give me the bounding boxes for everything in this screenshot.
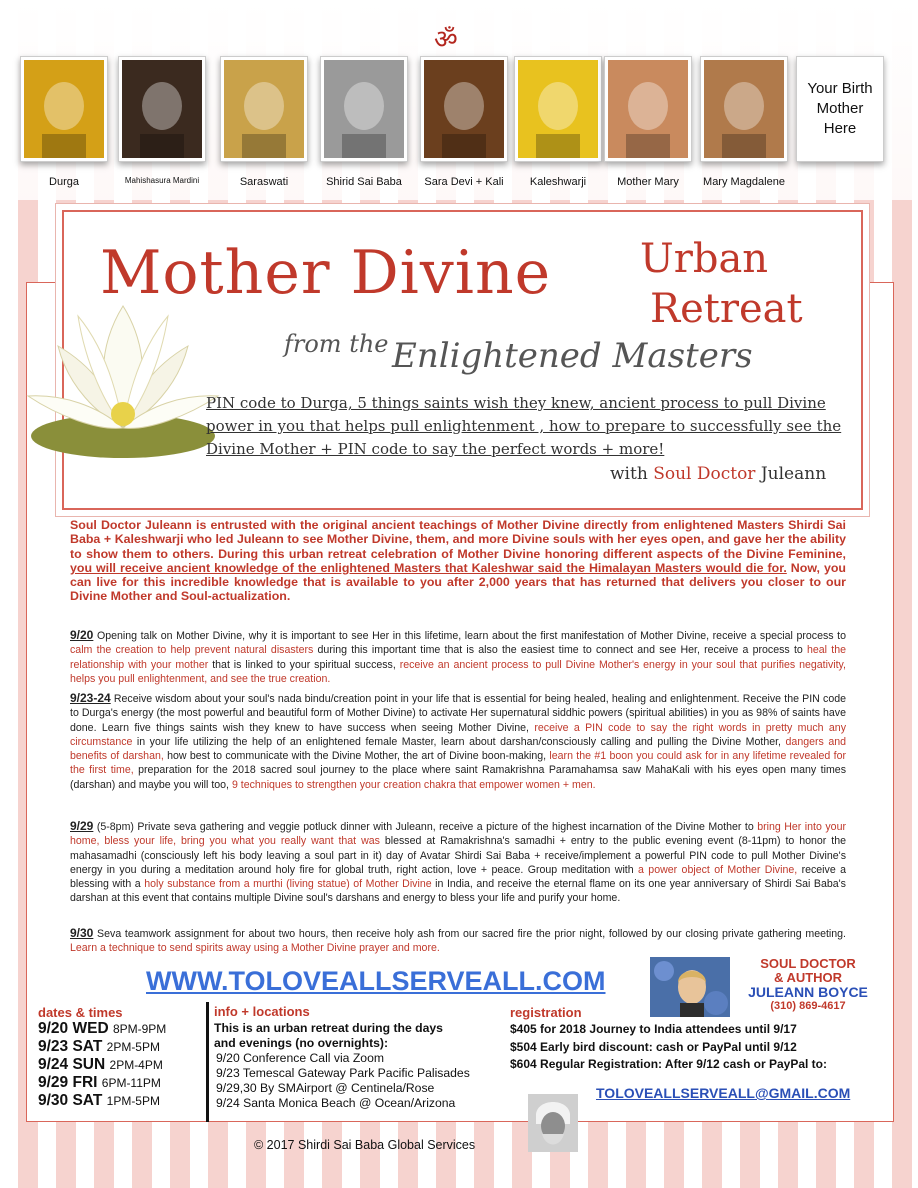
session-text: Seva teamwork assignment for about two hours, then receive holy ash from our sacred fire the prior night, followed by our closing private gathering meeting. bbox=[93, 928, 846, 940]
session-text: 9 techniques to strengthen your creation chakra that empower women + men. bbox=[231, 778, 596, 791]
session-text: that is linked to your spiritual success, bbox=[208, 658, 400, 671]
registration-list bbox=[510, 1021, 827, 1074]
date-row bbox=[38, 1074, 166, 1092]
portrait-image bbox=[608, 60, 688, 158]
juleann-photo bbox=[650, 957, 730, 1017]
portrait-card bbox=[514, 56, 602, 188]
title-retreat: Retreat bbox=[650, 286, 803, 332]
date-time: 6PM-11PM bbox=[101, 1076, 161, 1090]
session-text: during this important time that is also the easiest time to connect and see Her, receive a process to bbox=[313, 644, 807, 657]
session-text: in India, and receive the eternal flame on its one year anniversary of Shirdi Sai Baba's darshan at this event that contains multiple Divine soul's darshans and energy to bless your life and purify your home. bbox=[70, 878, 846, 905]
registration-item: $504 Early bird discount: cash or PayPal until 9/12 bbox=[510, 1039, 797, 1054]
dates-heading: dates & times bbox=[38, 1005, 123, 1020]
portrait-frame bbox=[604, 56, 692, 162]
session-text: holy substance from a murthi (living statue) of Mother Divine bbox=[144, 878, 432, 891]
date-row bbox=[38, 1056, 166, 1074]
portrait-caption: Shirid Sai Baba bbox=[326, 176, 402, 188]
portrait-card bbox=[20, 56, 108, 188]
portrait-card bbox=[220, 56, 308, 188]
date-day: 9/30 SAT bbox=[38, 1092, 103, 1109]
session-text: calm the creation to help prevent natural disasters bbox=[70, 644, 314, 657]
date-day: 9/23 SAT bbox=[38, 1038, 103, 1055]
title-mother-divine: Mother Divine bbox=[100, 238, 552, 308]
date-day: 9/29 FRI bbox=[38, 1074, 98, 1091]
byline bbox=[610, 464, 826, 484]
info-line2: and evenings (no overnights): bbox=[214, 1036, 389, 1050]
intro-paragraph bbox=[70, 518, 846, 604]
session-text: Learn a technique to send spirits away using a Mother Divine prayer and more. bbox=[70, 942, 440, 955]
portrait-card bbox=[118, 56, 206, 185]
birth-mother-card bbox=[796, 56, 884, 162]
portrait-row bbox=[20, 56, 900, 196]
portrait-frame bbox=[420, 56, 508, 162]
byline-doctor: Soul Doctor bbox=[653, 464, 756, 484]
portrait-caption: Kaleshwarji bbox=[529, 176, 587, 188]
byline-name: Juleann bbox=[760, 464, 827, 484]
portrait-card bbox=[420, 56, 508, 188]
portrait-caption: Mary Magdalene bbox=[703, 176, 785, 188]
portrait-card bbox=[604, 56, 692, 188]
session-text: (5-8pm) Private seva gathering and veggie potluck dinner with Juleann, receive a picture of the highest incarnation of the Divine Mother to bbox=[93, 821, 758, 833]
birth-mother-frame bbox=[796, 56, 884, 162]
info-block bbox=[214, 1021, 470, 1111]
portrait-card bbox=[320, 56, 408, 188]
title-urban: Urban bbox=[640, 236, 769, 282]
email-link[interactable]: TOLOVEALLSERVEALL@GMAIL.COM bbox=[596, 1085, 851, 1101]
date-time: 8PM-9PM bbox=[112, 1022, 167, 1036]
date-time: 1PM-5PM bbox=[106, 1094, 160, 1108]
session-date: 9/23-24 bbox=[70, 691, 111, 705]
portrait-image bbox=[704, 60, 784, 158]
session-text: bring Her into your home, bless your life, bring you what you really want that was bbox=[70, 821, 846, 848]
author-contact bbox=[738, 957, 878, 1013]
info-heading: info + locations bbox=[214, 1004, 310, 1019]
subtitle: PIN code to Durga, 5 things saints wish they knew, ancient process to pull Divine power in you that helps pull enlightenment , how to prepare to successfully see the Divine Mother + PIN code to say the perfect words + more! bbox=[206, 394, 842, 458]
portrait-image bbox=[24, 60, 104, 158]
session-paragraph bbox=[70, 691, 846, 792]
portrait-frame bbox=[20, 56, 108, 162]
copyright: © 2017 Shirdi Sai Baba Global Services bbox=[254, 1138, 476, 1152]
title-from-the: from the bbox=[284, 330, 389, 358]
dates-list bbox=[38, 1020, 166, 1110]
date-time: 2PM-5PM bbox=[106, 1040, 160, 1054]
session-text: in your life utilizing the help of an enlightened female Master, learn about darshan/consciously calling and pulling the Divine Mother, bbox=[132, 735, 786, 748]
birth-mother-text bbox=[807, 79, 872, 139]
session-text: receive an ancient process to pull Divine Mother's energy in your soul that purifies negativity, helps you pull enlightenment, and see the true creation. bbox=[70, 658, 846, 685]
session-date: 9/29 bbox=[70, 819, 94, 833]
author-line2: & AUTHOR bbox=[773, 970, 843, 985]
session-text: blessed at Ramakrishna's samadhi + entry to the public evening event (8-11pm) to honor the mahasamadhi (consciously left his body leaving a soul part in it) day of Avatar Shirdi Sai Baba + receive/implement a powerful PIN code to pull Mother Divine's energy in you during a meditation around holy fire for global truth, right action, love + peace. Group meditation with bbox=[70, 835, 846, 876]
author-name: JULEANN BOYCE bbox=[748, 984, 868, 1000]
intro-tail: Now, you can live for this incredible knowledge that is available to you after 2,000 years that has returned that delivers you closer to our Divine Mother and Soul-actualization. bbox=[70, 560, 846, 604]
location-item: 9/20 Conference Call via Zoom bbox=[216, 1051, 385, 1065]
birth-mother-line: Here bbox=[823, 120, 857, 137]
lotus-flower-icon bbox=[18, 286, 228, 466]
location-item: 9/29,30 By SMAirport @ Centinela/Rose bbox=[216, 1081, 435, 1095]
registration-item: $604 Regular Registration: After 9/12 cash or PayPal to: bbox=[510, 1057, 827, 1071]
portrait-caption: Durga bbox=[49, 176, 79, 188]
portrait-image bbox=[518, 60, 598, 158]
registration-item: $405 for 2018 Journey to India attendees until 9/17 bbox=[510, 1022, 797, 1036]
portrait-frame bbox=[514, 56, 602, 162]
intro-text: Soul Doctor Juleann is entrusted with the original ancient teachings of Mother Divine directly from enlightened Masters Shirdi Sai Baba + Kaleshwarji who led Juleann to see Mother Divine, them, and more Divine souls with her eyes open, and gave her the ability to show them to others. During this urban retreat celebration of Mother Divine honoring different aspects of the Divine Feminine, bbox=[70, 518, 846, 561]
author-phone: (310) 869-4617 bbox=[770, 1000, 846, 1012]
intro-underlined: you will receive ancient knowledge of the enlightened Masters that Kaleshwar said the Himalayan Masters would die for. bbox=[70, 560, 787, 575]
birth-mother-line: Mother bbox=[816, 100, 864, 117]
column-divider bbox=[206, 1002, 209, 1122]
date-row bbox=[38, 1020, 166, 1038]
birth-mother-line: Your Birth bbox=[807, 80, 873, 97]
portrait-frame bbox=[320, 56, 408, 162]
sai-baba-photo bbox=[528, 1094, 578, 1152]
portrait-card bbox=[700, 56, 788, 188]
session-text: learn the #1 boon you could ask for in any lifetime revealed for the first time, bbox=[70, 750, 846, 777]
date-day: 9/20 WED bbox=[38, 1020, 109, 1037]
date-day: 9/24 SUN bbox=[38, 1056, 106, 1073]
portrait-image bbox=[122, 60, 202, 158]
session-text: receive a PIN code to say the right words in pretty much any circumstance bbox=[70, 721, 846, 748]
portrait-caption: Saraswati bbox=[239, 176, 289, 188]
portrait-frame bbox=[118, 56, 206, 162]
portrait-image bbox=[224, 60, 304, 158]
session-text: heal the relationship with your mother bbox=[70, 644, 846, 671]
portrait-caption: Mahishasura Mardini bbox=[124, 176, 200, 185]
info-line1: This is an urban retreat during the days bbox=[214, 1021, 443, 1035]
date-row bbox=[38, 1092, 166, 1110]
session-text: Receive wisdom about your soul's nada bindu/creation point in your life that is essential for being healed, healing and enlightenment. Receive the PIN code to Durga's energy (the most powerful and beautiful form of Mother Divine) to activate Her supernatural siddhic powers (spiritual abilities) in you as 98% of saints have done. Learn five things saints wish they knew to have success when seeing Mother Divine, bbox=[70, 693, 846, 734]
portrait-caption: Sara Devi + Kali bbox=[424, 176, 504, 188]
om-symbol: ॐ bbox=[434, 25, 458, 55]
session-text: how best to communicate with the Divine Mother, the art of Divine boon-making, bbox=[163, 750, 550, 763]
portrait-image bbox=[424, 60, 504, 158]
location-item: 9/23 Temescal Gateway Park Pacific Palisades bbox=[216, 1066, 470, 1080]
portrait-frame bbox=[700, 56, 788, 162]
date-time: 2PM-4PM bbox=[109, 1058, 163, 1072]
session-text: dangers and benefits of darshan, bbox=[70, 735, 847, 763]
portrait-caption: Mother Mary bbox=[617, 176, 679, 188]
session-paragraph bbox=[70, 819, 846, 906]
session-date: 9/20 bbox=[70, 628, 94, 642]
location-item: 9/24 Santa Monica Beach @ Ocean/Arizona bbox=[216, 1096, 456, 1110]
date-row bbox=[38, 1038, 166, 1056]
portrait-image bbox=[324, 60, 404, 158]
website-link[interactable]: WWW.TOLOVEALLSERVEALL.COM bbox=[146, 966, 606, 996]
session-paragraph bbox=[70, 628, 846, 686]
author-line1: SOUL DOCTOR bbox=[760, 956, 856, 971]
byline-with: with bbox=[610, 464, 648, 484]
title-enlightened-masters: Enlightened Masters bbox=[392, 336, 753, 376]
session-text: preparation for the 2018 sacred soul journey to the place where saint Ramakrishna Paramahamsa saw MahaKali with his eyes open many times (darshan) and maybe you will too, bbox=[70, 764, 846, 791]
session-text: receive a blessing with a bbox=[70, 863, 847, 891]
portrait-frame bbox=[220, 56, 308, 162]
session-date: 9/30 bbox=[70, 926, 94, 940]
session-text: Opening talk on Mother Divine, why it is important to see Her in this lifetime, learn about the first manifestation of Mother Divine, receive a special process to bbox=[93, 630, 846, 642]
session-text: a power object of Mother Divine, bbox=[638, 863, 798, 876]
session-paragraph bbox=[70, 926, 846, 956]
registration-heading: registration bbox=[510, 1005, 582, 1020]
